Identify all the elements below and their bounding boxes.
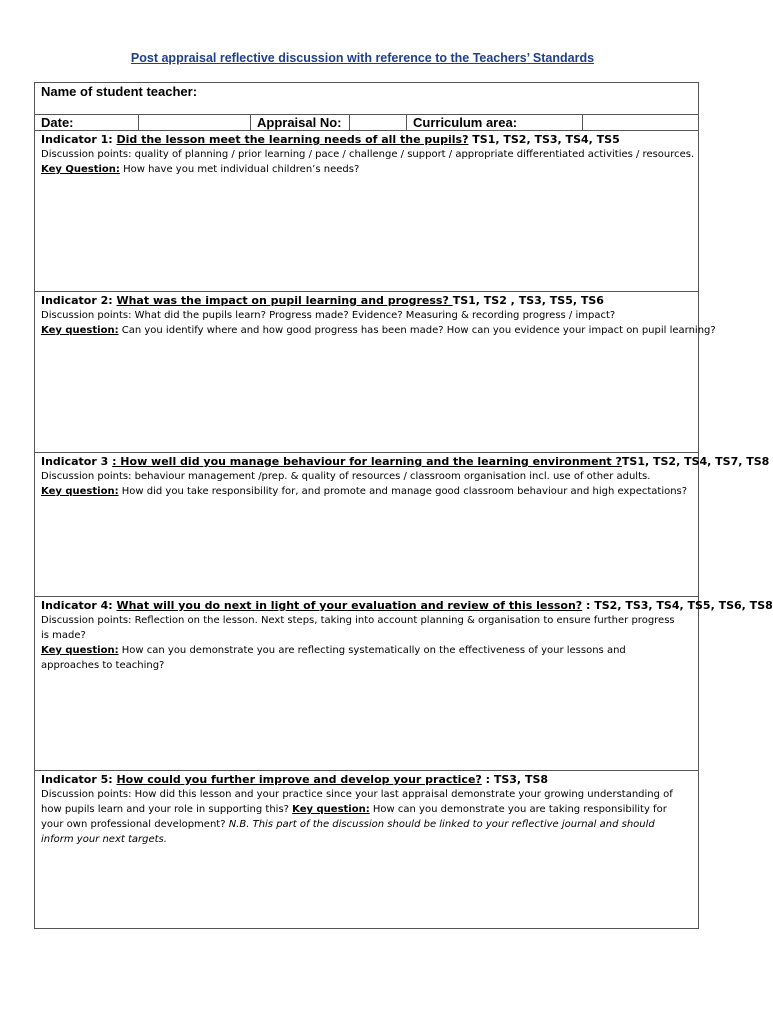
indicator-5-section[interactable] (35, 771, 698, 928)
date-label: Date: (35, 115, 139, 130)
curriculum-area-field[interactable] (583, 115, 700, 130)
indicator-2-question: What was the impact on pupil learning and progress? (116, 294, 453, 307)
indicator-5-key-text: How can you demonstrate you are taking responsibility for your own professional development? (41, 804, 667, 830)
indicator-4-key-label: Key question: (41, 645, 119, 656)
indicator-3-question: : How well did you manage behaviour for learning and the learning environment ? (112, 455, 622, 468)
page-title: Post appraisal reflective discussion with reference to the Teachers’ Standards (130, 51, 595, 65)
indicator-5-prefix: Indicator 5: (41, 773, 117, 786)
indicator-4-discussion: Discussion points: Reflection on the lesson. Next steps, taking into account planning & organisation to ensure further progress is made? (41, 615, 675, 641)
indicator-3-key-question (41, 484, 698, 499)
indicator-2-key-question (41, 323, 716, 338)
indicator-2-prefix: Indicator 2: (41, 294, 117, 307)
indicator-1-key-text: How have you met individual children’s needs? (119, 164, 360, 175)
indicator-1-key-question (41, 162, 698, 177)
indicator-5-standards: : TS3, TS8 (481, 773, 549, 786)
indicator-2-section[interactable] (35, 292, 716, 453)
indicator-3-section[interactable] (35, 453, 770, 597)
appraisal-form (34, 82, 773, 929)
indicator-1-prefix: Indicator 1: (41, 133, 117, 146)
student-name-label: Name of student teacher: (41, 84, 198, 99)
appraisal-no-field[interactable] (350, 115, 407, 130)
indicator-1-section[interactable] (35, 131, 698, 292)
indicator-2-discussion: Discussion points: What did the pupils learn? Progress made? Evidence? Measuring & recording progress / impact? (41, 310, 616, 321)
indicator-5-question: How could you further improve and develop your practice? (116, 773, 482, 786)
indicator-5-note: N.B. This part of the discussion should be linked to your reflective journal and should inform your next targets. (41, 819, 655, 845)
indicator-2-key-text: Can you identify where and how good progress has been made? How can you evidence your impact on pupil learning? (118, 325, 716, 336)
indicator-3-prefix: Indicator 3 (41, 455, 113, 468)
indicator-4-prefix: Indicator 4: (41, 599, 117, 612)
curriculum-area-label: Curriculum area: (407, 115, 583, 130)
indicator-1-heading (41, 132, 698, 147)
date-field[interactable] (139, 115, 251, 130)
indicator-3-heading (41, 454, 770, 469)
indicator-1-standards: TS1, TS2, TS3, TS4, TS5 (468, 133, 620, 146)
indicator-1-discussion: Discussion points: quality of planning / prior learning / pace / challenge / support / appropriate differentiated activities / resources. (41, 149, 695, 160)
indicator-4-section[interactable] (35, 597, 773, 771)
indicator-1-question: Did the lesson meet the learning needs of all the pupils? (116, 133, 469, 146)
indicator-1-key-label: Key Question: (41, 164, 120, 175)
indicator-4-standards: : TS2, TS3, TS4, TS5, TS6, TS8 (582, 599, 773, 612)
indicator-2-key-label: Key question: (41, 325, 119, 336)
indicator-4-key-text: How can you demonstrate you are reflecting systematically on the effectiveness of your lessons and approaches to teaching? (41, 645, 626, 671)
indicator-4-question: What will you do next in light of your evaluation and review of this lesson? (116, 599, 583, 612)
indicator-2-heading (41, 293, 698, 308)
indicator-3-discussion: Discussion points: behaviour management /prep. & quality of resources / classroom organisation incl. use of other adults. (41, 471, 651, 482)
indicator-3-key-text: How did you take responsibility for, and promote and manage good classroom behaviour and high expectations? (118, 486, 688, 497)
indicator-4-heading (41, 598, 773, 613)
indicator-3-standards: TS1, TS2, TS4, TS7, TS8 (621, 455, 770, 468)
indicator-5-heading (41, 772, 688, 787)
indicator-2-standards: TS1, TS2 , TS3, TS5, TS6 (452, 294, 604, 307)
indicator-5-key-label: Key question: (292, 804, 370, 815)
indicator-5-discussion-text: Discussion points: How did this lesson and your practice since your last appraisal demonstrate your growing understanding of how pupils learn and your role in supporting this? (41, 789, 673, 815)
indicator-4-key-question (41, 643, 678, 673)
student-name-row[interactable] (35, 83, 698, 115)
indicator-3-key-label: Key question: (41, 486, 119, 497)
appraisal-no-label: Appraisal No: (251, 115, 350, 130)
indicator-5-discussion (41, 787, 688, 847)
meta-row (35, 115, 698, 131)
